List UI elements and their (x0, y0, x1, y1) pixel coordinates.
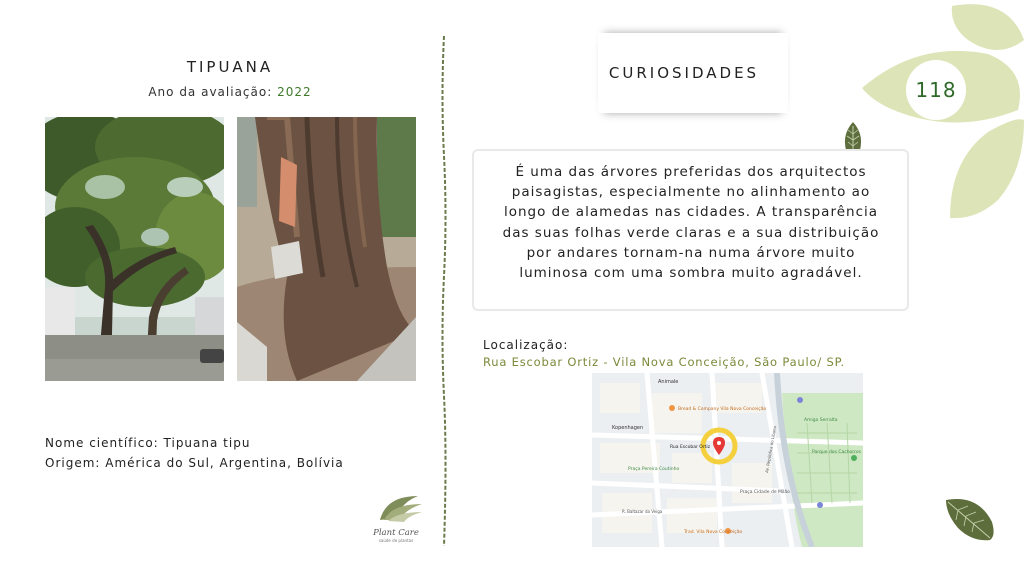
plant-care-logo (356, 492, 436, 544)
scientific-name: Nome científico: Tipuana tipu (45, 436, 251, 450)
origin: Origem: América do Sul, Argentina, Bolívia (45, 456, 344, 470)
map-label-street: Rua Escobar Ortiz (670, 445, 711, 450)
map-label-libano: Av. República do Líbano (764, 425, 778, 474)
location-map[interactable] (592, 373, 863, 547)
tree-name: TIPUANA (186, 58, 274, 76)
logo-tagline: saúde de plantas (378, 538, 414, 543)
map-label-parque: Parque dos Cachorros (812, 450, 861, 455)
evaluation-year (110, 85, 350, 99)
map-label-amigo: Amigo Serralta (804, 418, 838, 423)
map-label-animale: Animale (658, 379, 679, 385)
location-label: Localização: (483, 338, 569, 352)
logo-brand: Plant Care (373, 528, 419, 538)
map-label-bread: Bread & Company Vila Nova Conceição (678, 407, 767, 412)
curiosities-title: CURIOSIDADES (608, 64, 760, 82)
map-label-praca-pereira: Praça Pereira Coutinho (628, 467, 680, 472)
curiosities-text: É uma das árvores preferidas dos arquitectos paisagistas, especialmente no alinhamento ao longo de alamedas nas cidades. A transparência das suas folhas verde claras e a sua distribuição por andares tornam-na numa árvore muito luminosa com uma sombra muito agradável. (502, 164, 880, 282)
map-label-trad: Trad. Vila Nova Conceição (684, 530, 743, 535)
location-address: Rua Escobar Ortiz - Vila Nova Conceição, São Paulo/ SP. (483, 355, 845, 369)
leaf-icon-bottom (942, 492, 998, 544)
year-value: 2022 (277, 85, 312, 99)
map-label-baltazar: R. Baltazar da Veiga (622, 509, 663, 514)
map-label-praca-milao: Praça Cidade de Milão (740, 490, 790, 495)
map-label-kopenhagen: Kopenhagen (612, 425, 644, 431)
tree-canopy-photo (45, 117, 224, 381)
vertical-divider (438, 36, 450, 546)
tree-trunk-photo (237, 117, 416, 381)
year-label: Ano da avaliação: (148, 85, 273, 99)
page-number: 118 (915, 78, 957, 102)
